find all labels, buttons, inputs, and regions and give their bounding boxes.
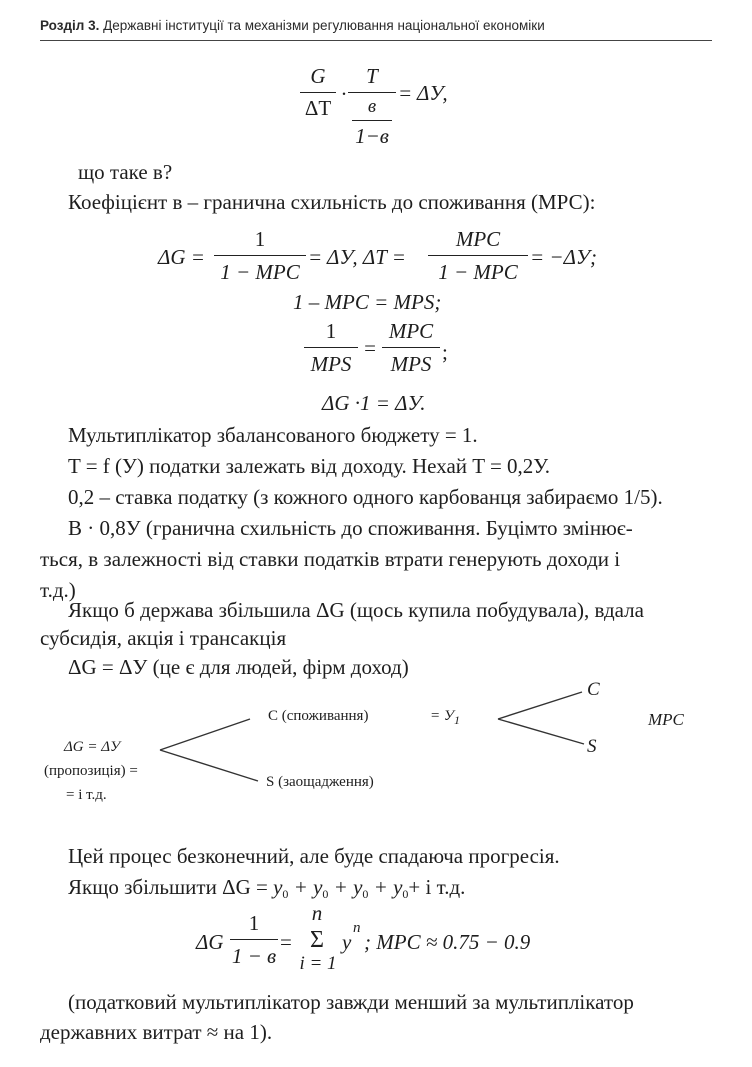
section-label: Розділ 3.: [40, 18, 100, 33]
equation-5: ΔG ·1 = ΔУ.: [322, 391, 426, 415]
eq2-lhs: ΔG =: [158, 245, 205, 269]
paragraph-tax-rate: 0,2 – ставка податку (з кожного одного карбованця забираємо 1/5).: [68, 485, 663, 509]
paragraph-tax-multiplier-1: (податковий мультиплікатор завжди менший за мультиплікатор: [68, 990, 634, 1014]
diagram-branch-s: S (заощадження): [266, 774, 374, 790]
eq1-num-t: T: [366, 64, 378, 88]
diagram-left-1: ΔG = ΔУ: [64, 739, 121, 755]
header-title: Державні інституції та механізми регулювання національної економіки: [103, 18, 545, 33]
diagram-eq-y1: = У: [430, 708, 454, 724]
increase-prefix: Якщо збільшити ΔG =: [68, 875, 274, 899]
eq1-dot: ·: [340, 82, 348, 106]
coefficient-line: Коефіцієнт в – гранична схильність до споживання (МРС):: [68, 190, 596, 214]
eq2-num1: 1: [254, 227, 266, 251]
eq6-sum: Σ: [310, 927, 324, 953]
eq6-bar: [230, 939, 278, 940]
term-etc: + і т.д.: [408, 875, 466, 899]
paragraph-state-line-2: субсидія, акція і трансакція: [40, 626, 287, 650]
eq4-num2: MPC: [388, 319, 434, 343]
paragraph-tax-multiplier-2: державних витрат ≈ на 1).: [40, 1020, 273, 1044]
eq6-num: 1: [248, 911, 260, 935]
diagram-right-c: C: [587, 679, 600, 700]
eq6-lhs: ΔG: [196, 930, 224, 954]
term-3: + y: [328, 875, 363, 899]
diagram-mpc: MPC: [648, 710, 684, 729]
eq2-den2: 1 − MPC: [438, 260, 518, 284]
term-3-sub: 0: [362, 887, 369, 901]
eq2-num2: MPC: [455, 227, 501, 251]
diagram-y1-sub: 1: [453, 713, 460, 727]
term-4-sub: 0: [402, 887, 409, 901]
diagram-left-3: = і т.д.: [66, 787, 107, 803]
eq1-num-g: G: [310, 64, 326, 88]
eq4-end: ;: [442, 340, 448, 364]
eq4-den2: MPS: [390, 352, 432, 376]
paragraph-increase: [68, 877, 465, 900]
eq1-inner-b: в: [367, 96, 377, 117]
paragraph-infinite-process: Цей процес безконечний, але буде спадаюча прогресія.: [68, 844, 560, 868]
diagram-branch-c: C (споживання): [268, 708, 369, 724]
eq2-den1: 1 − MPC: [220, 260, 300, 284]
eq6-exp: n: [353, 920, 361, 936]
term-1-sub: 0: [282, 887, 289, 901]
term-1: y: [273, 875, 283, 899]
eq2-rhs: = −ΔУ;: [530, 245, 598, 269]
paragraph-mpc-line-2: ться, в залежності від ставки податків втрати генерують доходи і: [40, 547, 621, 571]
paragraph-mpc-line-3: т.д.): [40, 578, 76, 602]
eq1-den-g: ΔT: [304, 96, 332, 120]
paragraph-state-line-1: Якщо б держава збільшила ΔG (щось купила побудувала), вдала: [68, 598, 644, 622]
eq4-den1: MPS: [310, 352, 352, 376]
term-2: + y: [288, 875, 323, 899]
eq6-sum-bot: i = 1: [299, 953, 337, 974]
paragraph-mpc-line-1: B · 0,8У (гранична схильність до споживання. Буцімто змінює-: [68, 516, 633, 540]
eq2-mid: = ΔУ, ΔT =: [308, 245, 406, 269]
eq4-eq: =: [364, 336, 376, 360]
eq6-sum-top: n: [311, 901, 323, 925]
eq1-rhs: = ΔУ,: [398, 81, 448, 105]
diagram-left-2: (пропозиція) =: [44, 763, 138, 779]
paragraph-taxes: T = f (У) податки залежать від доходу. Нехай T = 0,2У.: [68, 454, 550, 478]
term-4: + y: [368, 875, 403, 899]
diagram-right-s: S: [587, 736, 597, 757]
eq6-rest: ; MPC ≈ 0.75 − 0.9: [364, 930, 531, 954]
eq6-den: 1 − в: [231, 944, 277, 968]
eq6-y: y: [342, 930, 352, 954]
paragraph-balanced-budget: Мультиплікатор збалансованого бюджету = 1.: [68, 423, 478, 447]
eq1-den-bottom: 1−в: [355, 124, 389, 148]
paragraph-income: ΔG = ΔУ (це є для людей, фірм доход): [68, 655, 409, 679]
question-what-is-b: що таке в?: [78, 160, 173, 184]
eq6-eq: =: [280, 930, 292, 954]
equation-3: 1 – MPC = MPS;: [293, 290, 442, 314]
eq4-num1: 1: [325, 319, 337, 343]
term-2-sub: 0: [322, 887, 329, 901]
